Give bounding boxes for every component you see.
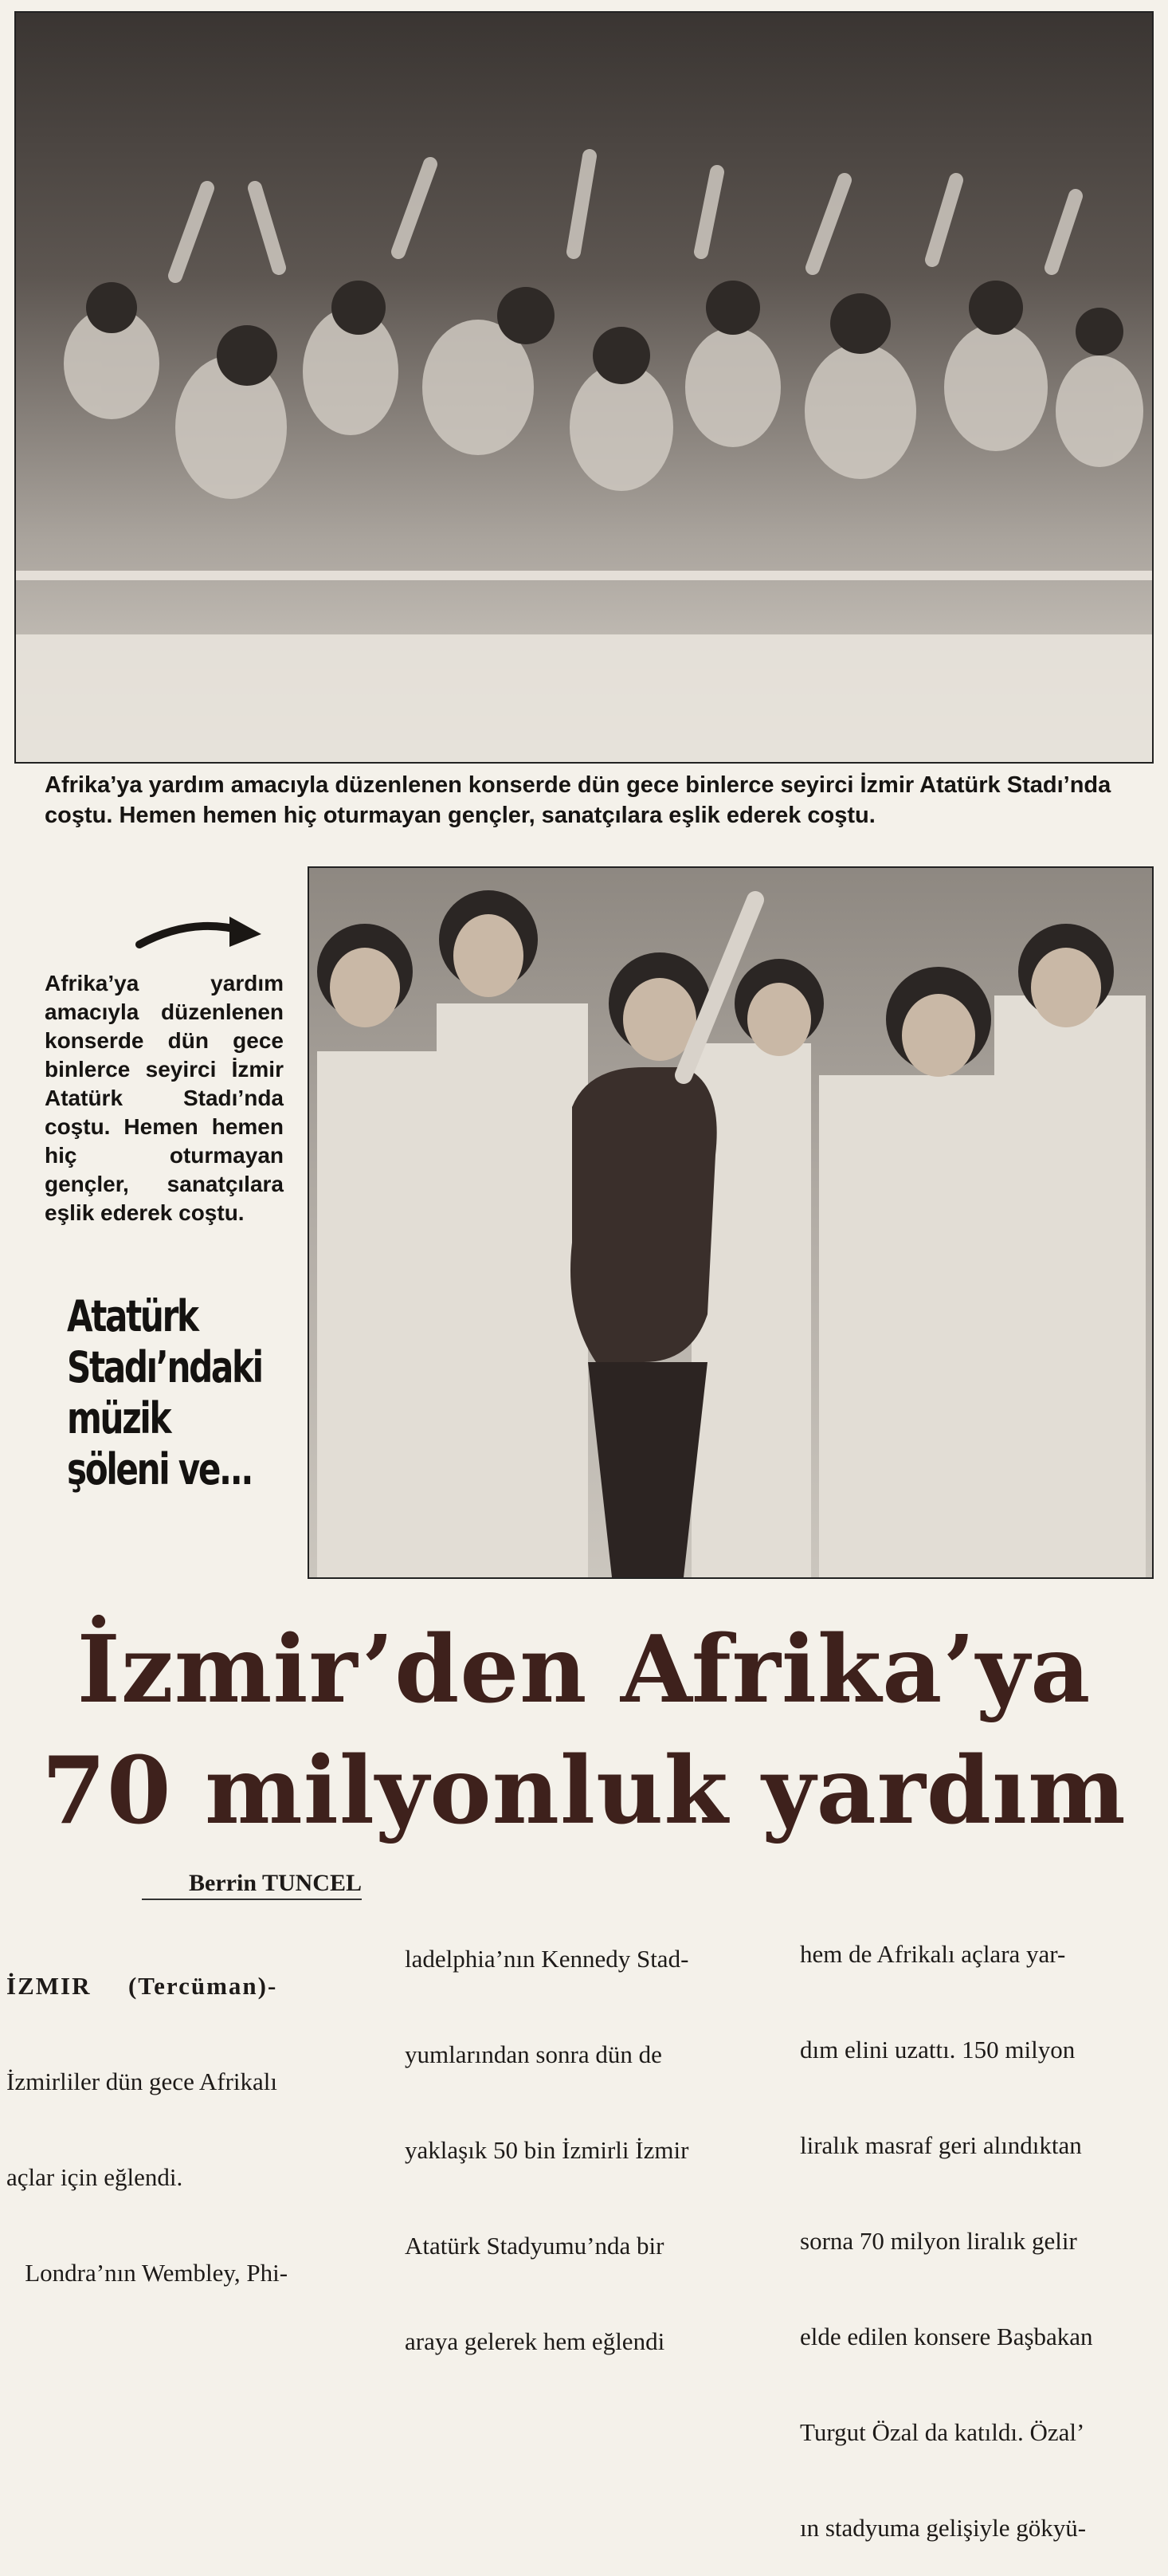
crowd-photo: [14, 11, 1154, 764]
article-line: elde edilen konsere Başbakan: [800, 2323, 1093, 2350]
article-line: hem de Afrikalı açlara yar-: [800, 1940, 1066, 1968]
stage-photo: [308, 866, 1154, 1579]
arrow-icon: [135, 909, 263, 956]
byline: Berrin TUNCEL: [142, 1870, 362, 1900]
article-column-2: [405, 1879, 688, 2389]
article-line: ladelphia’nın Kennedy Stad-: [405, 1945, 689, 1973]
dateline: İZMIR: [6, 1972, 92, 2000]
headline-line-2: 70 milyonluk yardım: [41, 1737, 1127, 1845]
article-line: ın stadyuma gelişiyle gökyü-: [800, 2514, 1087, 2542]
article-line: liralık masraf geri alındıktan: [800, 2131, 1082, 2159]
article-line: dım elini uzattı. 150 milyon: [800, 2036, 1076, 2064]
photo-caption-side: Afrika’ya yardım amacıyla düzenlenen konserde dün gece binlerce seyirci İzmir Atatürk Stadı’nda coştu. Hemen hemen hiç oturmayan gençler, sanatçılara eşlik ederek coştu.: [45, 971, 284, 1225]
article-line: sorna 70 milyon liralık gelir: [800, 2227, 1077, 2255]
source: (Tercüman)-: [127, 1972, 278, 2000]
stage-photo-image: [309, 868, 1152, 1577]
article-line: araya gelerek hem eğlendi: [405, 2327, 665, 2355]
article-line: açlar için eğlendi.: [6, 2163, 183, 2191]
article-column-3: [800, 1875, 1093, 2576]
kicker-text: Atatürk Stadı’ndaki müzik şöleni ve...: [67, 1291, 262, 1494]
crowd-photo-image: [16, 13, 1152, 762]
article-line: Atatürk Stadyumu’nda bir: [405, 2232, 664, 2260]
article-column-1: [6, 1906, 288, 2321]
article-line: Turgut Özal da katıldı. Özal’: [800, 2418, 1085, 2446]
article-line: Londra’nın Wembley, Phi-: [6, 2259, 288, 2287]
article-line: İzmirliler dün gece Afrikalı: [6, 2067, 278, 2095]
article-line: yaklaşık 50 bin İzmirli İzmir: [405, 2136, 689, 2164]
photo-caption-top: Afrika’ya yardım amacıyla düzenlenen konserde dün gece binlerce seyirci İzmir Atatürk Stadı’nda coştu. Hemen hemen hiç oturmayan gençler, sanatçılara eşlik ederek coştu.: [45, 772, 1111, 828]
dateline-line: [6, 1970, 288, 2002]
headline-line-1: İzmir’den Afrika’ya: [76, 1616, 1092, 1724]
article-line: yumlarından sonra dün de: [405, 2040, 662, 2068]
